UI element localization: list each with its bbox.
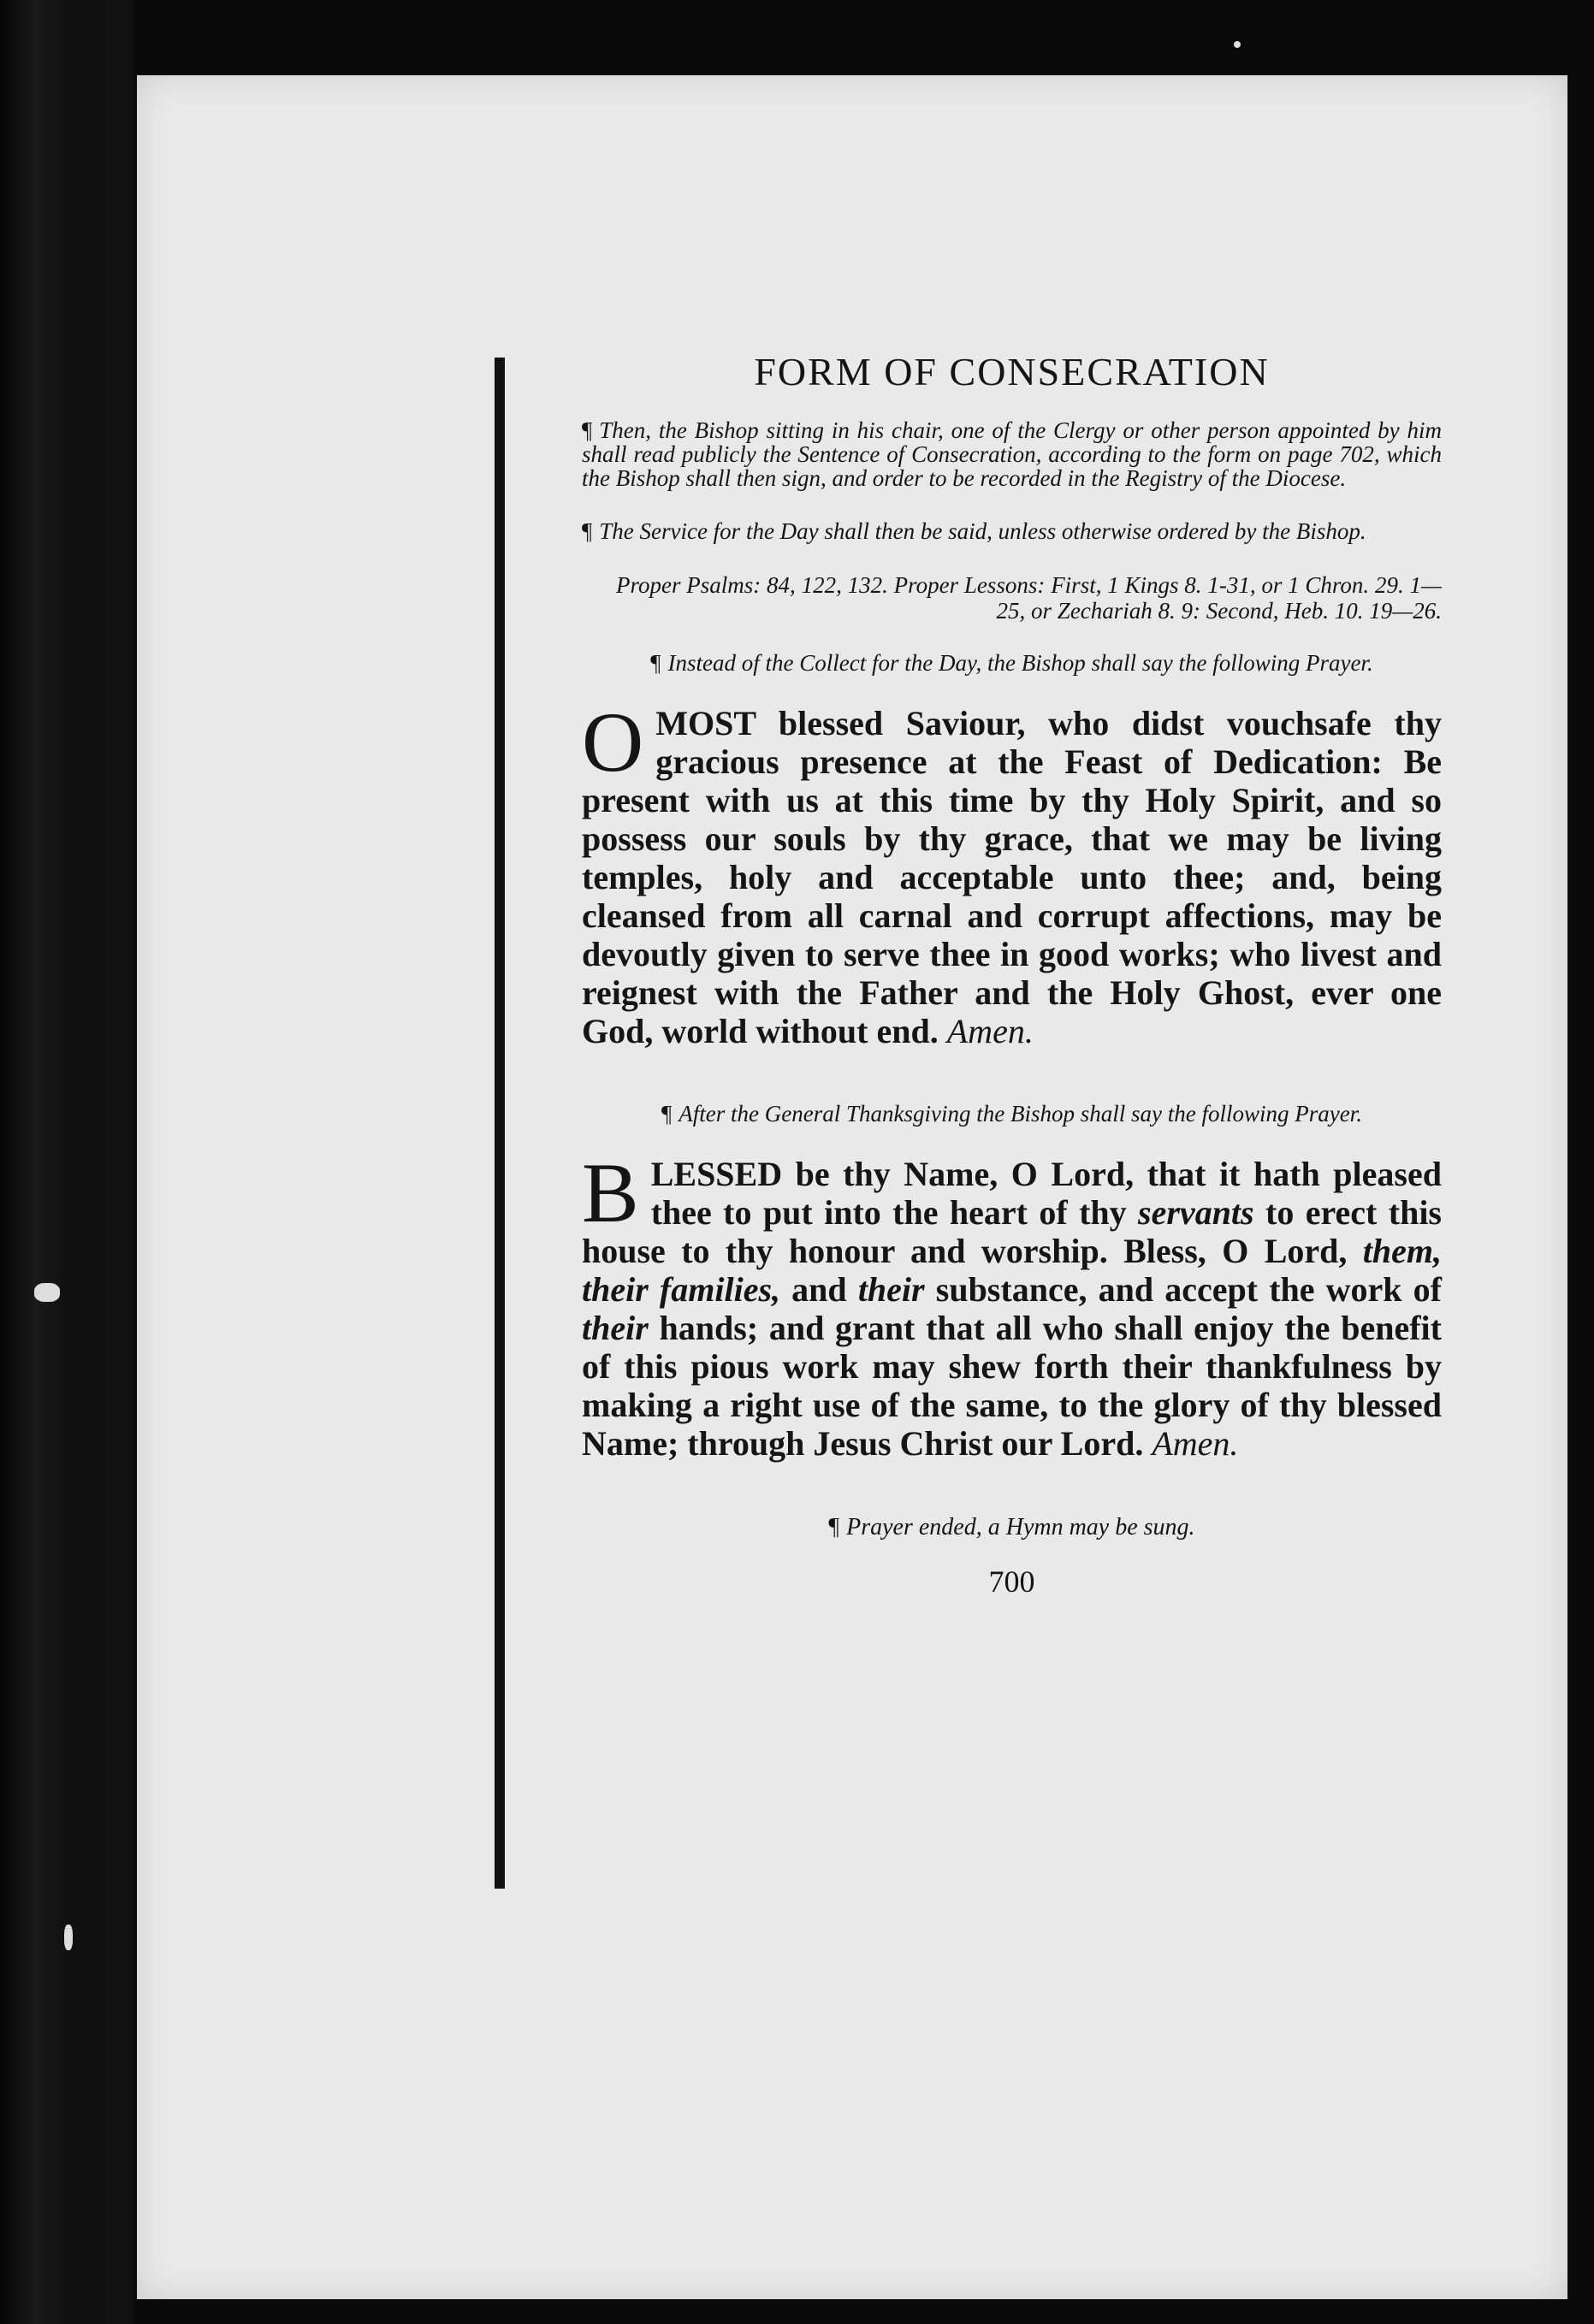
prayer-text-italic: their <box>582 1309 649 1347</box>
prayer-text: LESSED be thy Name, O Lord, that it hath pleased thee to put into the heart of thy <box>650 1155 1442 1232</box>
rubric-hymn <box>582 1514 1442 1541</box>
pilcrow-icon: ¶ <box>582 518 593 544</box>
amen: Amen. <box>1152 1424 1239 1463</box>
page-number: 700 <box>988 1564 1035 1599</box>
proper-psalms-and-lessons: Proper Psalms: 84, 122, 132. Proper Lessons: First, 1 Kings 8. 1-31, or 1 Chron. 29. 1—25, or Zechariah 8. 9: Second, Heb. 10. 19—26. <box>616 572 1442 624</box>
prayer-text: to erect this house to thy honour and worship. Bless, O Lord, <box>582 1193 1442 1270</box>
prayer-text-italic: them, their families, <box>582 1232 1442 1309</box>
prayer-blessed-be-thy-name <box>582 1145 1442 1463</box>
film-speck <box>1234 41 1241 48</box>
prayer-text: hands; and grant that all who shall enjoy the benefit of this pious work may shew forth their thankfulness by making a right use of the same, to the glory of thy blessed Name; through Jesus Christ our Lord. <box>582 1309 1442 1463</box>
drop-cap: B <box>582 1145 639 1240</box>
drop-cap: O <box>582 695 644 789</box>
prayer-text: and <box>780 1270 858 1309</box>
page-title: FORM OF CONSECRATION <box>754 350 1270 393</box>
pilcrow-icon: ¶ <box>661 1101 673 1127</box>
book-page <box>137 75 1567 2299</box>
rubric-text: After the General Thanksgiving the Bishop shall say the following Prayer. <box>678 1101 1362 1127</box>
amen: Amen. <box>946 1012 1034 1050</box>
rubric-service-for-day <box>582 519 1442 543</box>
rubric-text: The Service for the Day shall then be said, unless otherwise ordered by the Bishop. <box>599 518 1366 544</box>
margin-rule <box>495 358 505 1889</box>
rubric-text: Then, the Bishop sitting in his chair, one of the Clergy or other person appointed by him shall read publicly the Sentence of Consecration, according to the form on page 702, which the Bishop shall then sign, and order to be recorded in the Registry of the Diocese. <box>582 417 1442 491</box>
rubric-text: Prayer ended, a Hymn may be sung. <box>846 1514 1195 1540</box>
prayer-dedication <box>582 695 1442 1050</box>
prayer-text-italic: their <box>857 1270 925 1309</box>
prayer-text: substance, and accept the work of <box>924 1270 1442 1309</box>
film-speck <box>64 1925 73 1950</box>
pilcrow-icon: ¶ <box>582 417 593 443</box>
prayer-text-italic: servants <box>1138 1193 1254 1232</box>
prayer-text: MOST blessed Saviour, who didst vouchsafe thy gracious presence at the Feast of Dedication: Be present with us at this time by thy Holy Spirit, and so possess our souls by thy grace, that we may be living temples, holy and acceptable unto thee; and, being cleansed from all carnal and corrupt affections, may be devoutly given to serve thee in good works; who livest and reignest with the Father and the Holy Ghost, ever one God, world without end. <box>582 704 1442 1050</box>
rubric-after-thanksgiving <box>582 1102 1442 1126</box>
rubric-instead-of-collect <box>582 651 1442 675</box>
page-text <box>582 349 1442 1600</box>
rubric-sentence-of-consecration <box>582 418 1442 490</box>
pilcrow-icon: ¶ <box>650 650 661 676</box>
pilcrow-icon: ¶ <box>828 1514 840 1540</box>
rubric-text: Instead of the Collect for the Day, the Bishop shall say the following Prayer. <box>667 650 1373 676</box>
film-speck <box>34 1283 60 1302</box>
